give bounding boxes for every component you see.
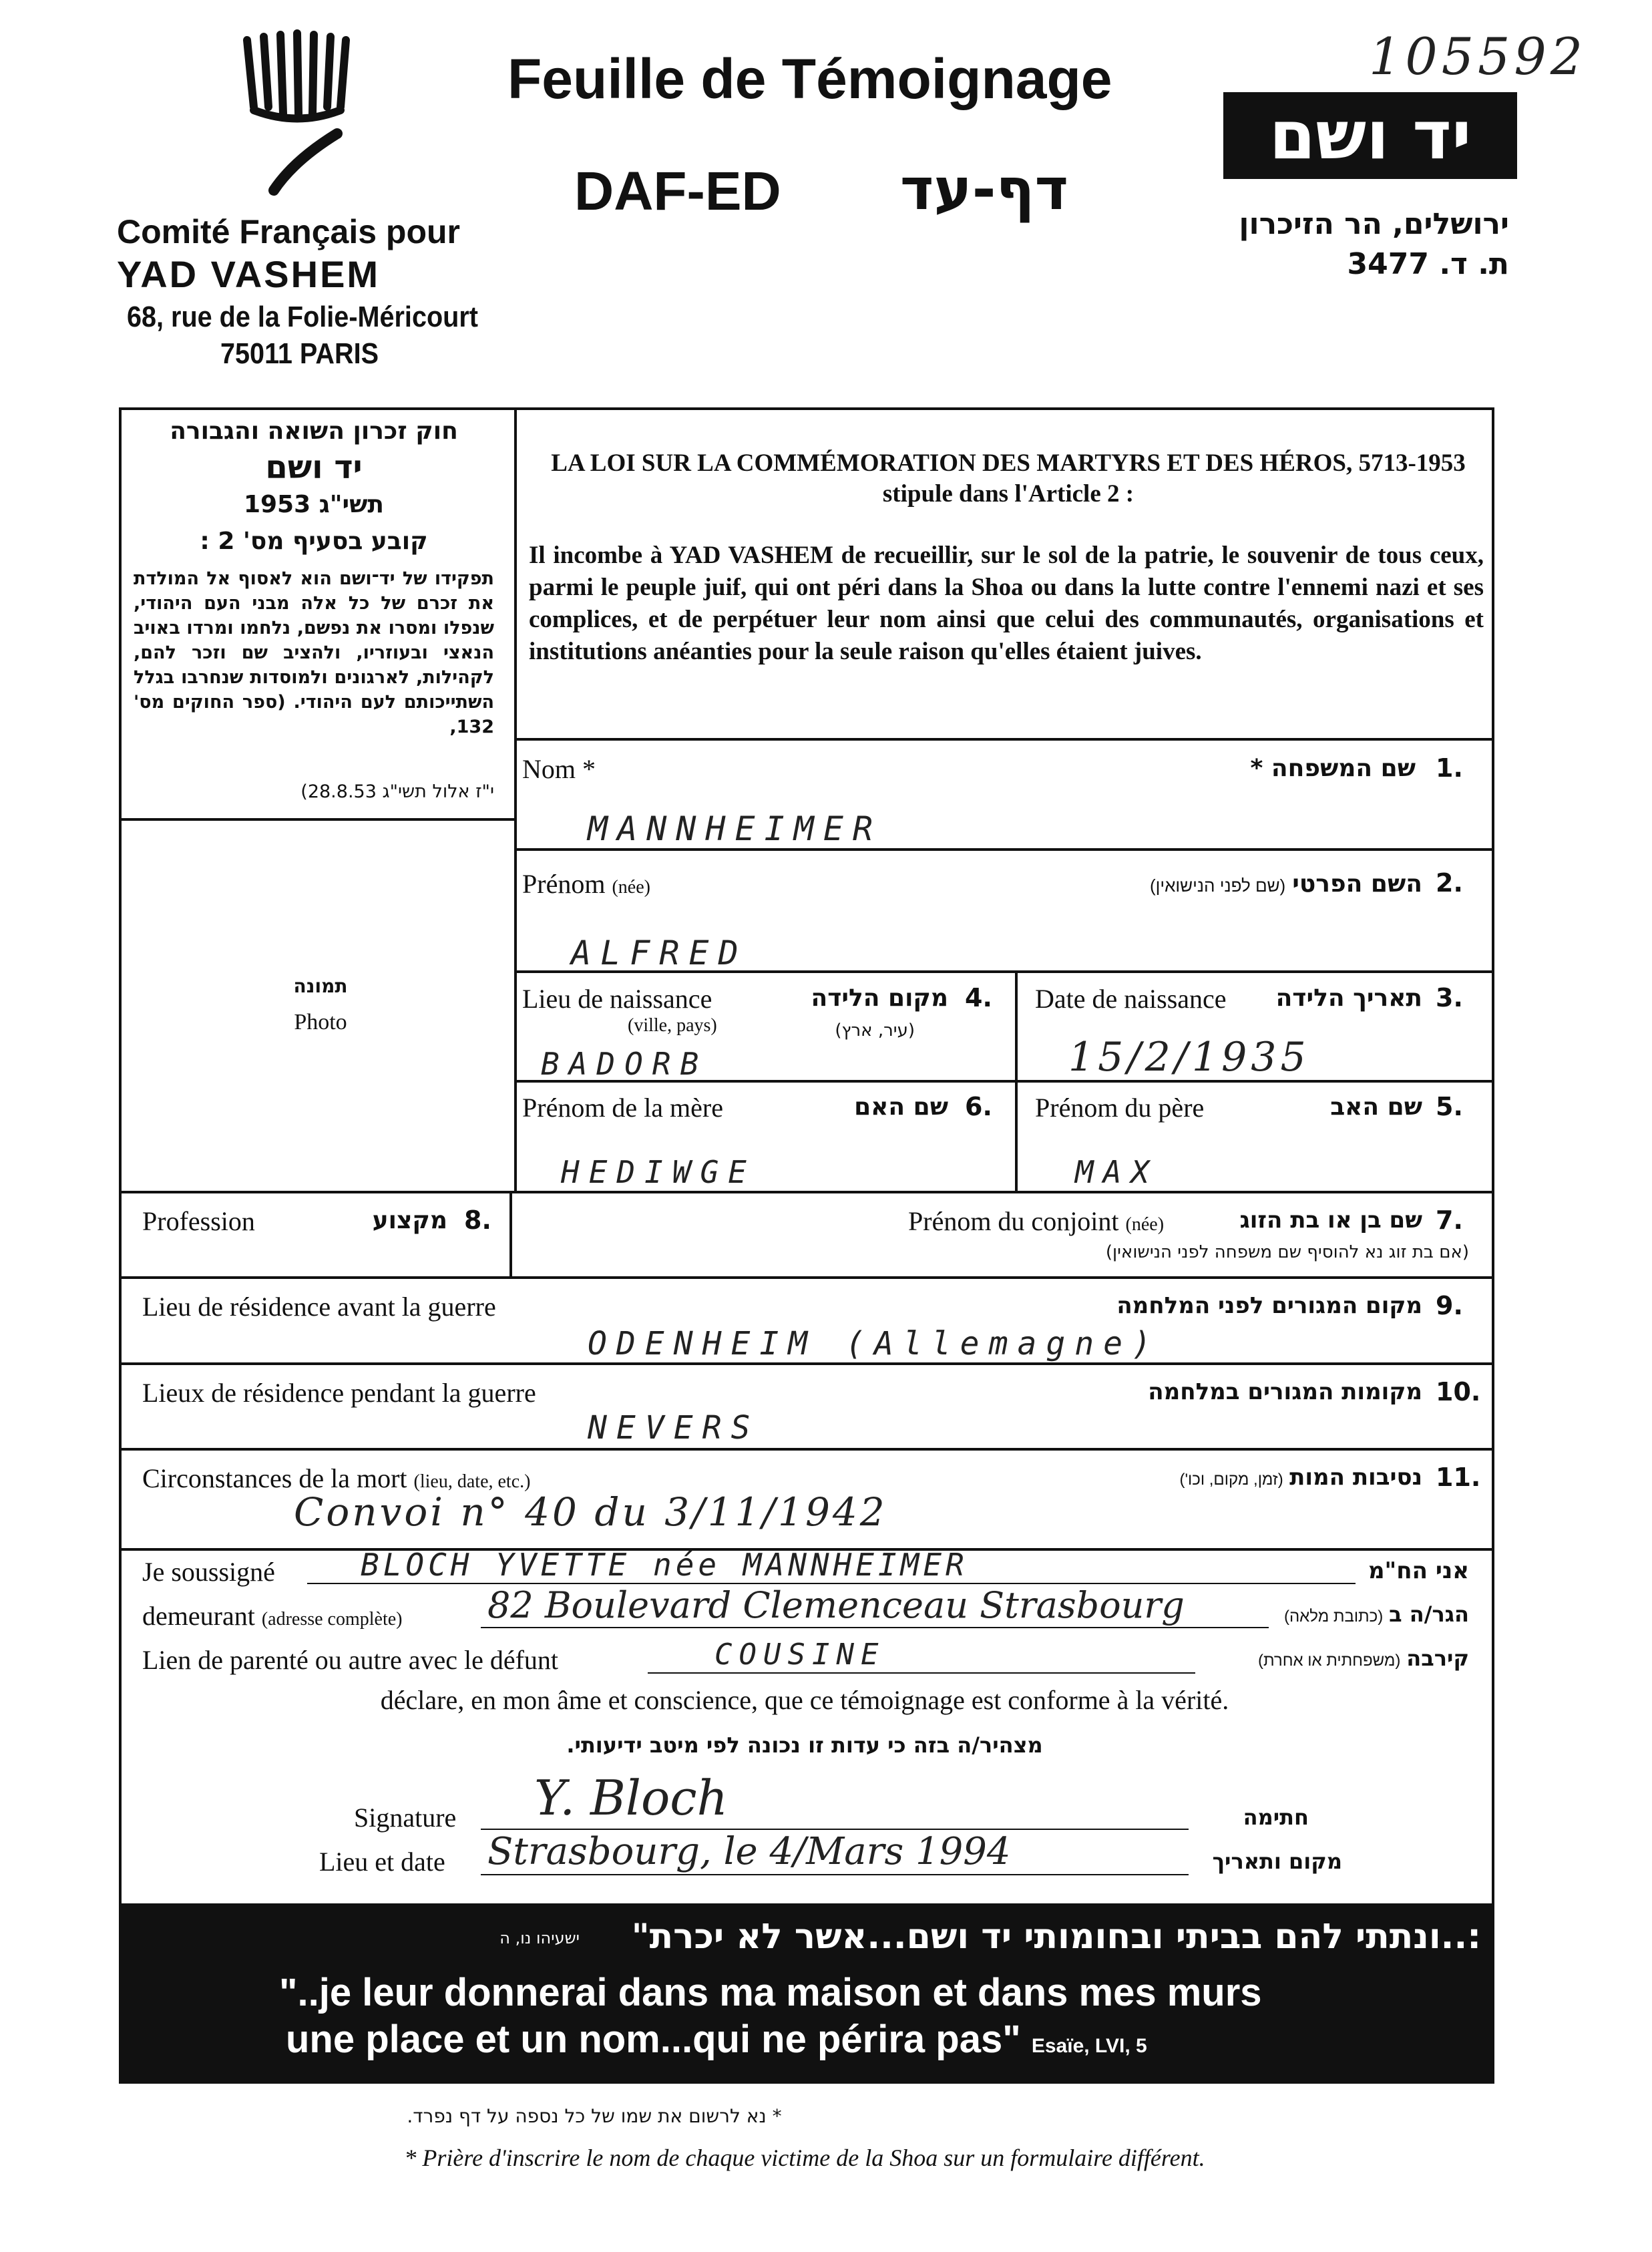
subtitle-latin: DAF-ED (574, 161, 781, 222)
page-title: Feuille de Témoignage (507, 47, 1112, 110)
banner-fr-source: Esaïe, LVI, 5 (1031, 2035, 1147, 2057)
lien-value: COUSINE (714, 1638, 885, 1672)
nom-value: MANNHEIMER (588, 809, 883, 848)
residence-avant-label-heb: מקום המגורים לפני המלחמה (1116, 1292, 1422, 1319)
lieu-naissance-label: Lieu de naissance (522, 984, 712, 1014)
prenom-label-heb (1042, 870, 1422, 898)
logo-text: יד ושם (1269, 96, 1472, 174)
divider (509, 1191, 512, 1278)
quote-banner (119, 1903, 1494, 2084)
jerusalem-line: ירושלים, הר הזיכרון (1239, 207, 1509, 241)
declare-heb: מצהיר/ה בזה כי עדות זו נכונה לפי מיטב ידיעותי. (566, 1732, 1043, 1758)
demeurant-label-text: demeurant (142, 1601, 255, 1631)
banner-heb-source: ישעיהו נו, ה (499, 1929, 580, 1947)
lien-line (648, 1672, 1195, 1674)
signature-label: Signature (354, 1803, 457, 1833)
prenom-label (522, 868, 650, 900)
lieu-date-label: Lieu et date (319, 1847, 445, 1877)
law-heb-paragraph: תפקידו של יד־ושם הוא לאסוף אל המולדת את זכרם של כל אלה מבני העם היהודי, שנפלו ומסרו את נפשם, נלחמו ומרדו באויב הנאצי ובעוזריו, ולהציב שם וזכר להם, לקהילות, לארגונים ולמוסדות שנחרבו בגלל השתייכותם לעם היהודי. (ספר החוקים מס' 132, (134, 568, 494, 737)
date-naissance-value: 15/2/1935 (1068, 1034, 1310, 1081)
banner-heb-quote: :..ונתתי להם בביתי ובחומותי יד ושם...אשר לא יכרת" (631, 1917, 1481, 1957)
banner-fr-line2 (286, 2017, 1147, 2062)
lieu-naissance-label-heb: מקום הלידה (811, 984, 948, 1012)
committee-line2: YAD VASHEM (117, 253, 381, 295)
signature-label-heb: חתימה (1243, 1805, 1309, 1830)
prenom-mere-label-heb: שם האם (854, 1093, 948, 1121)
soussigne-value: BLOCH YVETTE née MANNHEIMER (361, 1547, 968, 1583)
divider (119, 1191, 1494, 1193)
circonstances-label-text: Circonstances de la mort (142, 1463, 407, 1493)
residence-avant-number: 9. (1436, 1291, 1463, 1320)
divider (119, 818, 515, 821)
lieu-naissance-value: BADORB (541, 1046, 708, 1082)
law-heb-line3: תשי"ג 1953 (243, 491, 385, 518)
soussigne-label-heb: אני הח"מ (1368, 1557, 1469, 1584)
prenom-mere-label: Prénom de la mère (522, 1093, 723, 1123)
divider (514, 738, 1494, 741)
lien-heb-note: (משפחתית או אחרת) (1258, 1652, 1401, 1670)
demeurant-heb-note: (כתובת מלאה) (1283, 1608, 1384, 1626)
declare-fr: déclare, en mon âme et conscience, que ce témoignage est conforme à la vérité. (380, 1685, 1229, 1715)
demeurant-note: (adresse complète) (261, 1609, 403, 1630)
footer-fr: * Prière d'inscrire le nom de chaque victime de la Shoa sur un formulaire différent. (404, 2144, 1205, 2171)
residence-avant-value: ODENHEIM (Allemagne) (588, 1325, 1161, 1362)
divider (514, 848, 1494, 851)
lien-label-heb (1202, 1646, 1469, 1671)
prenom-heb-note: (שם לפני הנישואין) (1149, 876, 1286, 896)
circonstances-number: 11. (1436, 1463, 1481, 1492)
circonstances-heb-text: נסיבות המות (1289, 1464, 1422, 1491)
divider (119, 1362, 1494, 1365)
profession-label-heb: מקצוע (372, 1207, 447, 1234)
nom-number: 1. (1436, 753, 1463, 783)
photo-label-fr: Photo (294, 1010, 347, 1035)
law-fr-title: LA LOI SUR LA COMMÉMORATION DES MARTYRS ET DES HÉROS, 5713-1953 (551, 449, 1466, 477)
prenom-pere-value: MAX (1075, 1154, 1159, 1190)
circonstances-value: Convoi n° 40 du 3/11/1942 (294, 1489, 887, 1535)
demeurant-label (142, 1600, 402, 1632)
address-line1: 68, rue de la Folie-Méricourt (127, 301, 478, 333)
prenom-note: (née) (612, 877, 650, 898)
conjoint-number: 7. (1436, 1205, 1463, 1235)
date-naissance-label: Date de naissance (1035, 984, 1227, 1014)
lieu-naissance-note: (ville, pays) (628, 1015, 717, 1036)
residence-pendant-label: Lieux de résidence pendant la guerre (142, 1378, 536, 1408)
nom-label-heb: שם המשפחה * (1250, 755, 1416, 782)
signature-value: Y. Bloch (534, 1770, 729, 1826)
subtitle-hebrew: דף-עד (899, 156, 1068, 223)
conjoint-label (908, 1205, 1164, 1237)
address-line2: 75011 PARIS (220, 337, 379, 370)
circonstances-heb-note: (זמן, מקום, וכו') (1179, 1471, 1283, 1489)
lieu-naissance-heb-note: (עיר, ארץ) (835, 1020, 915, 1041)
residence-pendant-value: NEVERS (588, 1409, 760, 1447)
law-heb-date: י"ז אלול תשי"ג 28.8.53) (300, 781, 494, 802)
conjoint-label-text: Prénom du conjoint (908, 1206, 1119, 1236)
divider (514, 407, 517, 1192)
divider (119, 1276, 1494, 1279)
prenom-label-text: Prénom (522, 869, 606, 899)
lieu-date-label-heb: מקום ותאריך (1212, 1849, 1342, 1874)
yad-vashem-logo (1223, 92, 1517, 179)
menorah-logo (234, 27, 354, 200)
residence-pendant-number: 10. (1436, 1377, 1481, 1406)
po-box: ת. ד. 3477 (1347, 247, 1509, 281)
footer-heb: * נא לרשום את שמו של כל נספה על דף נפרד. (407, 2105, 782, 2127)
residence-pendant-label-heb: מקומות המגורים במלחמה (1148, 1378, 1422, 1405)
demeurant-line (481, 1627, 1269, 1628)
nom-label: Nom * (522, 754, 596, 784)
law-heb-line2: יד ושם (265, 449, 363, 486)
date-naissance-number: 3. (1436, 983, 1463, 1012)
profession-label: Profession (142, 1206, 255, 1236)
law-fr-subtitle: stipule dans l'Article 2 : (882, 480, 1134, 508)
banner-fr-line1: "..je leur donnerai dans ma maison et dans mes murs (279, 1971, 1262, 2014)
prenom-mere-value: HEDIWGE (561, 1154, 756, 1190)
prenom-value: ALFRED (571, 934, 748, 972)
prenom-number: 2. (1436, 868, 1463, 898)
conjoint-heb-note: (אם בת זוג נא להוסיף שם משפחה לפני הנישואין) (1105, 1242, 1469, 1262)
lieu-date-line (481, 1874, 1189, 1875)
profession-number: 8. (464, 1205, 491, 1235)
circonstances-note: (lieu, date, etc.) (413, 1471, 531, 1492)
handwritten-number: 105592 (1369, 27, 1587, 86)
demeurant-heb-text: הגר/ה ב (1389, 1602, 1469, 1627)
prenom-mere-number: 6. (965, 1092, 992, 1121)
committee-line1: Comité Français pour (117, 213, 460, 250)
law-heb-line4: קובע בסעיף מס' 2 : (200, 528, 428, 555)
law-heb-line1: חוק זכרון השואה והגבורה (170, 417, 458, 445)
banner-fr-line2-text: une place et un nom...qui ne périra pas" (286, 2018, 1021, 2061)
divider (119, 1448, 1494, 1451)
circonstances-label-heb (1102, 1464, 1422, 1491)
demeurant-value: 82 Boulevard Clemenceau Strasbourg (487, 1584, 1185, 1626)
prenom-pere-number: 5. (1436, 1092, 1463, 1121)
photo-label-heb: תמונה (293, 975, 348, 997)
residence-avant-label: Lieu de résidence avant la guerre (142, 1292, 496, 1322)
prenom-pere-label-heb: שם האב (1330, 1093, 1422, 1121)
law-fr-paragraph: Il incombe à YAD VASHEM de recueillir, sur le sol de la patrie, le souvenir de tous ceux, parmi le peuple juif, qui ont péri dans la Shoa ou dans la lutte contre l'ennemi nazi et ses complices, et de perpétuer leur nom ainsi que celui des communautés, organisations et institutions anéanties pour la seule raison qu'elles étaient juives. (529, 542, 1484, 665)
lien-label: Lien de parenté ou autre avec le défunt (142, 1645, 559, 1675)
lien-heb-text: קירבה (1406, 1646, 1469, 1671)
prenom-pere-label: Prénom du père (1035, 1093, 1205, 1123)
demeurant-label-heb (1255, 1602, 1469, 1627)
conjoint-label-heb: שם בן או בת הזוג (1239, 1207, 1422, 1234)
prenom-heb-text: השם הפרטי (1292, 870, 1422, 898)
lieu-naissance-number: 4. (965, 983, 992, 1012)
soussigne-label: Je soussigné (142, 1557, 275, 1587)
lieu-date-value: Strasbourg, le 4/Mars 1994 (487, 1830, 1011, 1873)
date-naissance-label-heb: תאריך הלידה (1275, 984, 1422, 1012)
conjoint-note: (née) (1125, 1214, 1165, 1235)
